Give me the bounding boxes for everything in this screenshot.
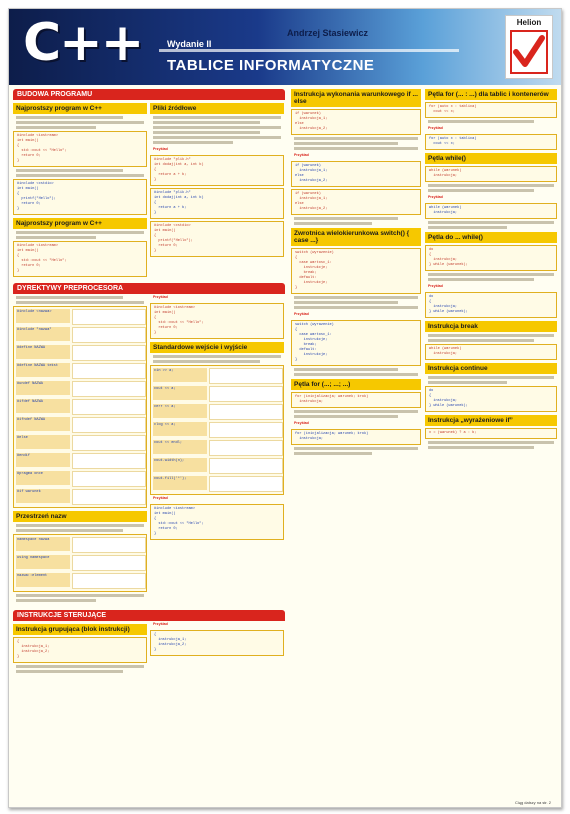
section-title-budowa: BUDOWA PROGRAMU xyxy=(13,89,285,100)
edition-label: Wydanie II xyxy=(167,39,212,49)
table-key: #define NAZWA tekst xyxy=(16,363,70,377)
directives-table xyxy=(13,306,147,508)
text-line xyxy=(294,217,398,220)
example-label: Przykład xyxy=(294,153,309,157)
instrukcje-left xyxy=(13,621,147,675)
example-label: Przykład xyxy=(428,195,443,199)
sub-if-else: Instrukcja wykonania warunkowego if ... else xyxy=(291,89,421,107)
header-stripe xyxy=(159,49,459,52)
table-desc xyxy=(209,404,283,420)
text-line xyxy=(16,126,96,129)
example-label: Przykład xyxy=(153,496,168,500)
code-box xyxy=(291,248,421,294)
author-name: Andrzej Stasiewicz xyxy=(287,28,369,38)
text-line xyxy=(16,301,144,304)
table-key: nazwa::element xyxy=(16,573,70,587)
code-box xyxy=(150,188,284,219)
code-snippet: while (warunek) instrukcja; xyxy=(429,169,462,178)
text-line xyxy=(294,368,398,371)
example-label: Przykład xyxy=(153,147,168,151)
text-line xyxy=(16,594,144,597)
code-box xyxy=(291,392,421,408)
code-box xyxy=(13,179,147,215)
dyrektywy-right xyxy=(150,294,284,604)
dyrektywy-row xyxy=(13,294,285,604)
text-line xyxy=(428,446,534,449)
table-key: #ifdef NAZWA xyxy=(16,399,70,413)
text-line xyxy=(294,447,418,450)
sub-block: Instrukcja grupująca (blok instrukcji) xyxy=(13,624,147,635)
series-title: TABLICE INFORMATYCZNE xyxy=(167,57,375,74)
table-key: #undef NAZWA xyxy=(16,381,70,395)
table-key: cin >> a; xyxy=(153,368,207,382)
code-box xyxy=(291,161,421,187)
table-key: cout.width(n); xyxy=(153,458,207,472)
text-line xyxy=(294,142,398,145)
text-line xyxy=(16,174,144,177)
table-desc xyxy=(72,417,146,433)
cpp-title: C++ xyxy=(23,13,143,73)
io-table xyxy=(150,365,284,495)
code-snippet: { instrukcja_1; instrukcja_2; } xyxy=(17,640,50,659)
text-line xyxy=(153,141,233,144)
code-box xyxy=(13,241,147,277)
code-snippet: #include <cstdio> int main() { printf("Hello"); return 0; } xyxy=(154,224,193,253)
sub-conditional: Instrukcja „wyrażeniowe if” xyxy=(425,415,557,426)
code-box xyxy=(425,203,557,219)
code-box xyxy=(291,109,421,135)
code-snippet: for (inicjalizacja; warunek; krok) instrukcja; xyxy=(295,395,369,404)
table-desc xyxy=(72,471,146,487)
table-key: #endif xyxy=(16,453,70,467)
text-line xyxy=(16,296,123,299)
dyrektywy-left xyxy=(13,294,147,604)
text-line xyxy=(153,116,281,119)
text-line xyxy=(16,599,96,602)
table-desc xyxy=(209,422,283,438)
code-box xyxy=(150,630,284,656)
code-snippet: switch (wyrazenie) { case wartosc_1: instrukcje; break; default: instrukcje; } xyxy=(295,323,334,362)
table-desc xyxy=(72,537,146,553)
code-snippet: do { instrukcja; } while (warunek); xyxy=(429,248,468,267)
code-snippet: #include <cstdio> int main() { printf("Hello"); return 0; } xyxy=(17,182,56,211)
namespace-table xyxy=(13,534,147,592)
text-line xyxy=(16,116,123,119)
text-line xyxy=(294,373,418,376)
example-label: Przykład xyxy=(294,421,309,425)
code-snippet: while (warunek) instrukcja; xyxy=(429,347,462,356)
table-desc xyxy=(72,555,146,571)
code-box xyxy=(291,429,421,445)
text-line xyxy=(16,670,123,673)
table-desc xyxy=(72,453,146,469)
table-desc xyxy=(72,345,146,361)
text-line xyxy=(153,136,281,139)
text-line xyxy=(153,126,281,129)
code-box xyxy=(13,637,147,663)
text-line xyxy=(16,665,144,668)
table-desc xyxy=(72,309,146,325)
check-mark-icon xyxy=(510,30,548,74)
sub-source-files: Pliki źródłowe xyxy=(150,103,284,114)
column-middle xyxy=(291,89,421,457)
code-snippet: for (auto x : tablica) cout << x; xyxy=(429,137,477,146)
table-key: #ifndef NAZWA xyxy=(16,417,70,431)
table-desc xyxy=(72,489,146,505)
sub-std-io: Standardowe wejście i wyjście xyxy=(150,342,284,353)
budowa-row xyxy=(13,100,285,277)
example-label: Przykład xyxy=(153,622,168,626)
code-snippet: for (inicjalizacja; warunek; krok) instrukcja; xyxy=(295,432,369,441)
code-snippet: for (auto x : tablica) cout << x; xyxy=(429,105,477,114)
table-key: #if warunek xyxy=(16,489,70,503)
text-line xyxy=(294,452,372,455)
code-box xyxy=(425,245,557,271)
table-desc xyxy=(209,458,283,474)
continued-note: Ciąg dalszy na str. 2 xyxy=(514,800,551,805)
section-title-instrukcje: INSTRUKCJE STERUJĄCE xyxy=(13,610,285,621)
example-label: Przykład xyxy=(428,284,443,288)
sub-continue: Instrukcja continue xyxy=(425,363,557,374)
section-title-dyrektywy: DYREKTYWY PREPROCESORA xyxy=(13,283,285,294)
budowa-right xyxy=(150,100,284,277)
table-desc xyxy=(209,476,283,492)
table-key: clog << a; xyxy=(153,422,207,436)
text-line xyxy=(428,120,534,123)
code-snippet: if (warunek) instrukcja_1; else instrukcja_2; xyxy=(295,164,328,183)
text-line xyxy=(16,529,123,532)
text-line xyxy=(16,231,144,234)
text-line xyxy=(294,147,418,150)
text-line xyxy=(428,278,534,281)
text-line xyxy=(428,189,534,192)
table-desc xyxy=(72,327,146,343)
instrukcje-row xyxy=(13,621,285,675)
code-snippet: #include "plik.h" int dodaj(int a, int b) { return a + b; } xyxy=(154,158,204,182)
code-box xyxy=(425,166,557,182)
text-line xyxy=(428,184,554,187)
text-line xyxy=(428,226,507,229)
sub-range-for: Pętla for (... : ...) dla tablic i kontenerów xyxy=(425,89,557,100)
text-line xyxy=(428,339,534,342)
table-key: #else xyxy=(16,435,70,449)
code-box xyxy=(425,102,557,118)
table-desc xyxy=(72,435,146,451)
sub-for: Pętla for (...; ...; ...) xyxy=(291,379,421,390)
text-line xyxy=(428,381,507,384)
code-snippet: do { instrukcja; } while (warunek); xyxy=(429,295,468,314)
text-line xyxy=(16,169,123,172)
text-line xyxy=(294,301,398,304)
text-line xyxy=(153,355,281,358)
code-box xyxy=(150,303,284,339)
table-desc xyxy=(209,440,283,456)
text-line xyxy=(153,131,260,134)
table-key: using namespace xyxy=(16,555,70,569)
text-line xyxy=(153,360,260,363)
text-line xyxy=(294,137,418,140)
table-desc xyxy=(209,386,283,402)
instrukcje-right xyxy=(150,621,284,675)
budowa-left xyxy=(13,100,147,277)
code-box xyxy=(425,134,557,150)
text-line xyxy=(428,221,554,224)
code-snippet: do { instrukcja; } while (warunek); xyxy=(429,389,468,408)
text-line xyxy=(294,222,372,225)
code-snippet: { instrukcja_1; instrukcja_2; } xyxy=(154,633,187,652)
code-snippet: #include <iostream> int main() { std::cout << "Hello"; return 0; } xyxy=(17,244,67,273)
table-key: cout << endl; xyxy=(153,440,207,454)
table-desc xyxy=(72,381,146,397)
code-box xyxy=(150,155,284,186)
code-snippet: if (warunek) instrukcja_1; else instrukcja_2; xyxy=(295,192,328,211)
example-label: Przykład xyxy=(153,295,168,299)
text-line xyxy=(294,296,418,299)
text-line xyxy=(294,410,418,413)
code-box xyxy=(425,292,557,318)
sub-simple-program: Najprostszy program w C++ xyxy=(13,103,147,114)
cheat-sheet-page xyxy=(8,8,562,808)
table-key: #include "nazwa" xyxy=(16,327,70,341)
text-line xyxy=(428,334,554,337)
table-desc xyxy=(72,399,146,415)
text-line xyxy=(428,273,554,276)
text-line xyxy=(153,121,260,124)
code-box xyxy=(291,320,421,366)
table-key: #define NAZWA xyxy=(16,345,70,359)
text-line xyxy=(428,441,554,444)
table-key: #include <nazwa> xyxy=(16,309,70,323)
sub-simple-program-2: Najprostszy program w C++ xyxy=(13,218,147,229)
code-box xyxy=(425,428,557,439)
code-snippet: x = (warunek) ? a : b; xyxy=(429,431,477,435)
table-desc xyxy=(209,368,283,384)
code-snippet: switch (wyrazenie) { case wartosc_1: instrukcje; break; default: instrukcje; } xyxy=(295,251,334,290)
sub-namespace: Przestrzeń nazw xyxy=(13,511,147,522)
table-key: #pragma once xyxy=(16,471,70,485)
sub-while: Pętla while() xyxy=(425,153,557,164)
table-key: cout.fill('*'); xyxy=(153,476,207,490)
table-desc xyxy=(72,573,146,589)
code-box xyxy=(150,504,284,540)
code-snippet: #include "plik.h" int dodaj(int a, int b) { return a + b; } xyxy=(154,191,204,215)
code-snippet: #include <iostream> int main() { std::cout << "Hello"; return 0; } xyxy=(17,134,67,163)
code-box xyxy=(425,386,557,412)
sub-switch: Zwrotnica wielokierunkowa switch() { case ...} xyxy=(291,228,421,246)
text-line xyxy=(428,376,554,379)
column-left xyxy=(13,89,285,675)
code-box xyxy=(13,131,147,167)
table-key: namespace nazwa xyxy=(16,537,70,551)
code-snippet: #include <iostream> int main() { std::cout << "Hello"; return 0; } xyxy=(154,507,204,536)
code-snippet: if (warunek) instrukcja_1; else instrukcja_2; xyxy=(295,112,328,131)
code-box xyxy=(150,221,284,257)
code-box xyxy=(291,189,421,215)
example-label: Przykład xyxy=(428,126,443,130)
text-line xyxy=(294,415,398,418)
text-line xyxy=(16,524,144,527)
code-box xyxy=(425,344,557,360)
table-key: cout << a; xyxy=(153,386,207,400)
example-label: Przykład xyxy=(294,312,309,316)
sub-break: Instrukcja break xyxy=(425,321,557,332)
code-snippet: while (warunek) instrukcja; xyxy=(429,206,462,215)
text-line xyxy=(16,121,144,124)
text-line xyxy=(16,236,96,239)
column-right xyxy=(425,89,557,451)
logo-text: Helion xyxy=(516,18,542,27)
table-key: cerr << a; xyxy=(153,404,207,418)
helion-logo xyxy=(505,15,553,79)
header-banner xyxy=(9,9,561,85)
table-desc xyxy=(72,363,146,379)
text-line xyxy=(294,306,418,309)
sub-do-while: Pętla do ... while() xyxy=(425,232,557,243)
code-snippet: #include <iostream> int main() { std::cout << "Hello"; return 0; } xyxy=(154,306,204,335)
